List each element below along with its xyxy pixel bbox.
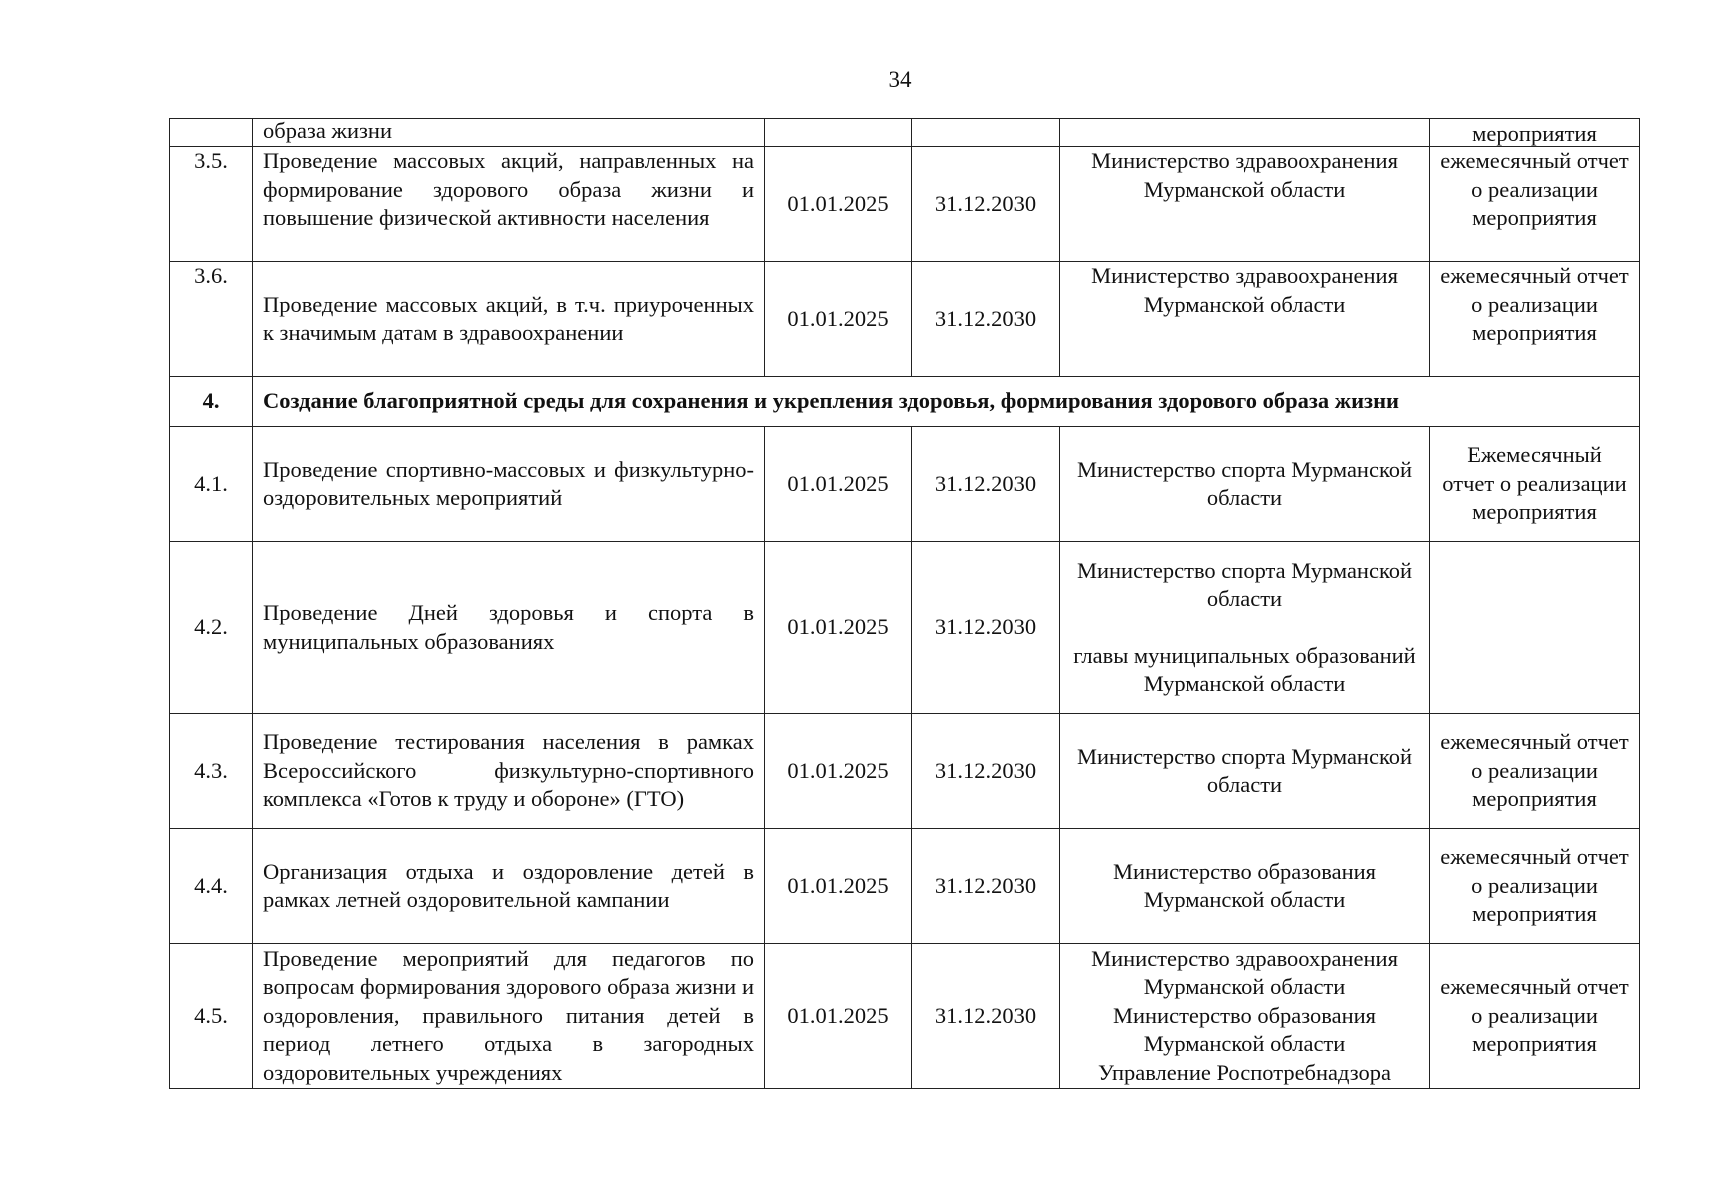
row-number: 4.5. (170, 944, 253, 1089)
row-number: 4.3. (170, 714, 253, 829)
activity-name: Организация отдыха и оздоровление детей в рамках летней оздоровительной кампании (253, 829, 765, 944)
activity-name: Проведение массовых акций, направленных на формирование здорового образа жизни и повышение физической активности населения (253, 147, 765, 262)
end-date: 31.12.2030 (912, 829, 1060, 944)
line-gap (1070, 614, 1419, 642)
responsible-executor-line: Министерство образования Мурманской области (1112, 1002, 1377, 1057)
table-row (170, 147, 1640, 262)
end-date: 31.12.2030 (912, 427, 1060, 542)
activity-name: образа жизни (253, 119, 765, 147)
responsible-executor (1060, 119, 1430, 147)
report-form: ежемесячный отчет о реализации мероприятия (1430, 147, 1640, 262)
table-row (170, 944, 1640, 1089)
activity-name: Проведение массовых акций, в т.ч. приуроченных к значимым датам в здравоохранении (253, 262, 765, 377)
responsible-executor-line: главы муниципальных образований Мурманской области (1073, 642, 1416, 696)
row-number: 4.2. (170, 542, 253, 714)
section-number: 4. (170, 377, 253, 427)
responsible-executor: Министерство здравоохранения Мурманской области (1060, 147, 1430, 262)
report-form: мероприятия (1430, 119, 1640, 147)
report-form: ежемесячный отчет о реализации мероприятия (1430, 714, 1640, 829)
end-date: 31.12.2030 (912, 714, 1060, 829)
report-form: ежемесячный отчет о реализации мероприятия (1430, 262, 1640, 377)
report-form: Ежемесячный отчет о реализации мероприятия (1430, 427, 1640, 542)
responsible-executor-line: Министерство спорта Мурманской области (1076, 557, 1413, 611)
responsible-executor: Министерство спорта Мурманской области (1060, 714, 1430, 829)
start-date: 01.01.2025 (765, 714, 912, 829)
responsible-executor (1060, 542, 1430, 714)
report-form: ежемесячный отчет о реализации мероприятия (1430, 829, 1640, 944)
row-number: 3.6. (170, 262, 253, 377)
section-title: Создание благоприятной среды для сохранения и укрепления здоровья, формирования здорового образа жизни (253, 377, 1640, 427)
section-row (170, 377, 1640, 427)
start-date: 01.01.2025 (765, 829, 912, 944)
row-number: 4.1. (170, 427, 253, 542)
activity-name: Проведение Дней здоровья и спорта в муниципальных образованиях (253, 542, 765, 714)
responsible-executor (1060, 944, 1430, 1089)
report-form: ежемесячный отчет о реализации мероприятия (1430, 944, 1640, 1089)
responsible-executor: Министерство здравоохранения Мурманской области (1060, 262, 1430, 377)
activities-table (169, 118, 1640, 1089)
table-row (170, 829, 1640, 944)
row-number: 3.5. (170, 147, 253, 262)
start-date: 01.01.2025 (765, 542, 912, 714)
table-row (170, 262, 1640, 377)
table-row (170, 119, 1640, 147)
end-date: 31.12.2030 (912, 262, 1060, 377)
start-date (765, 119, 912, 147)
table-row (170, 542, 1640, 714)
activity-name: Проведение спортивно-массовых и физкультурно-оздоровительных мероприятий (253, 427, 765, 542)
responsible-executor: Министерство образования Мурманской области (1060, 829, 1430, 944)
responsible-executor: Министерство спорта Мурманской области (1060, 427, 1430, 542)
page-number: 34 (888, 67, 912, 92)
report-form (1430, 542, 1640, 714)
activity-name: Проведение мероприятий для педагогов по вопросам формирования здорового образа жизни и оздоровления, правильного питания детей в период летнего отдыха в загородных оздоровительных учреждениях (253, 944, 765, 1089)
end-date: 31.12.2030 (912, 542, 1060, 714)
end-date (912, 119, 1060, 147)
end-date: 31.12.2030 (912, 147, 1060, 262)
start-date: 01.01.2025 (765, 262, 912, 377)
row-number (170, 119, 253, 147)
activity-name: Проведение тестирования населения в рамках Всероссийского физкультурно-спортивного комплекса «Готов к труду и обороне» (ГТО) (253, 714, 765, 829)
responsible-executor-line: Министерство здравоохранения Мурманской области (1091, 945, 1398, 1000)
responsible-executor-line: Управление Роспотребнадзора (1098, 1059, 1391, 1085)
table-row (170, 714, 1640, 829)
row-number: 4.4. (170, 829, 253, 944)
start-date: 01.01.2025 (765, 944, 912, 1089)
start-date: 01.01.2025 (765, 427, 912, 542)
table-row (170, 427, 1640, 542)
start-date: 01.01.2025 (765, 147, 912, 262)
end-date: 31.12.2030 (912, 944, 1060, 1089)
